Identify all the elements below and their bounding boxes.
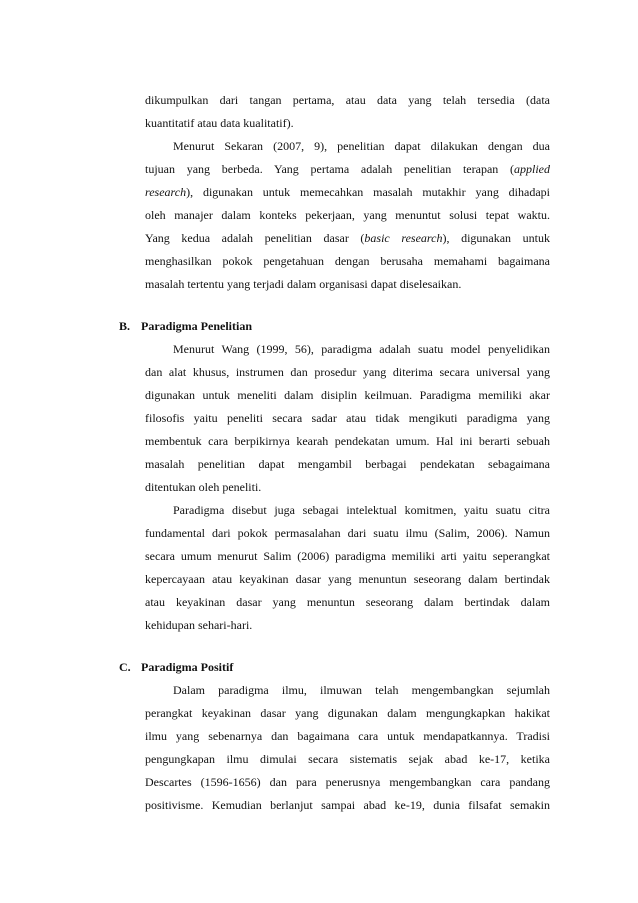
text-line: oleh manajer dalam konteks pekerjaan, yang menuntut solusi tepat waktu. <box>145 208 550 222</box>
text-span: ), digunakan untuk <box>442 231 550 245</box>
text-span: ), digunakan untuk memecahkan masalah mutakhir yang dihadapi <box>186 185 550 199</box>
text-line: filosofis yaitu peneliti secara sadar atau tidak mengikuti paradigma yang <box>145 411 550 425</box>
text-line: membentuk cara berpikirnya kearah pendekatan umum. Hal ini berarti sebuah <box>145 434 550 448</box>
text-line <box>145 161 550 177</box>
section-heading-b <box>119 318 252 334</box>
text-line: pengungkapan ilmu dimulai secara sistematis sejak abad ke-17, ketika <box>145 752 550 766</box>
italic-term: applied <box>514 162 550 176</box>
text-line: kuantitatif atau data kualitatif). <box>145 116 294 130</box>
text-line: Descartes (1596-1656) dan para penerusnya mengembangkan cara pandang <box>145 775 550 789</box>
text-line: masalah tertentu yang terjadi dalam organisasi dapat diselesaikan. <box>145 277 462 291</box>
text-line: Dalam paradigma ilmu, ilmuwan telah mengembangkan sejumlah <box>173 683 550 697</box>
text-line: ditentukan oleh peneliti. <box>145 480 262 494</box>
section-heading-c <box>119 659 233 675</box>
text-line: Menurut Sekaran (2007, 9), penelitian dapat dilakukan dengan dua <box>173 139 550 153</box>
text-span: Yang kedua adalah penelitian dasar ( <box>145 231 365 245</box>
text-line: kepercayaan atau keyakinan dasar yang menuntun seseorang dalam bertindak <box>145 572 550 586</box>
text-line: dan alat khusus, instrumen dan prosedur yang diterima secara universal yang <box>145 365 550 379</box>
text-span: tujuan yang berbeda. Yang pertama adalah penelitian terapan ( <box>145 162 514 176</box>
text-line <box>145 184 550 200</box>
text-line: positivisme. Kemudian berlanjut sampai abad ke-19, dunia filsafat semakin <box>145 798 550 812</box>
text-line: dikumpulkan dari tangan pertama, atau data yang telah tersedia (data <box>145 93 550 107</box>
section-title: Paradigma Positif <box>141 660 234 674</box>
text-line: Menurut Wang (1999, 56), paradigma adalah suatu model penyelidikan <box>173 342 550 356</box>
text-line: Paradigma disebut juga sebagai intelektual komitmen, yaitu suatu citra <box>173 503 550 517</box>
text-line: digunakan untuk meneliti dalam disiplin keilmuan. Paradigma memiliki akar <box>145 388 550 402</box>
italic-term: research <box>145 185 187 199</box>
text-line: perangkat keyakinan dasar yang digunakan dalam mengungkapkan hakikat <box>145 706 550 720</box>
text-line: ilmu yang sebenarnya dan bagaimana cara untuk mendapatkannya. Tradisi <box>145 729 550 743</box>
text-line: kehidupan sehari-hari. <box>145 618 253 632</box>
text-line: fundamental dari pokok permasalahan dari suatu ilmu (Salim, 2006). Namun <box>145 526 550 540</box>
section-title: Paradigma Penelitian <box>141 319 252 333</box>
text-line: masalah penelitian dapat mengambil berbagai pendekatan sebagaimana <box>145 457 550 471</box>
section-letter: B. <box>119 319 131 333</box>
italic-term: basic research <box>364 231 443 245</box>
text-line <box>145 230 550 246</box>
text-line: atau keyakinan dasar yang menuntun seseorang dalam bertindak dalam <box>145 595 550 609</box>
text-line: menghasilkan pokok pengetahuan dengan berusaha memahami bagaimana <box>145 254 550 268</box>
text-line: secara umum menurut Salim (2006) paradigma memiliki arti yaitu seperangkat <box>145 549 550 563</box>
section-letter: C. <box>119 660 131 674</box>
